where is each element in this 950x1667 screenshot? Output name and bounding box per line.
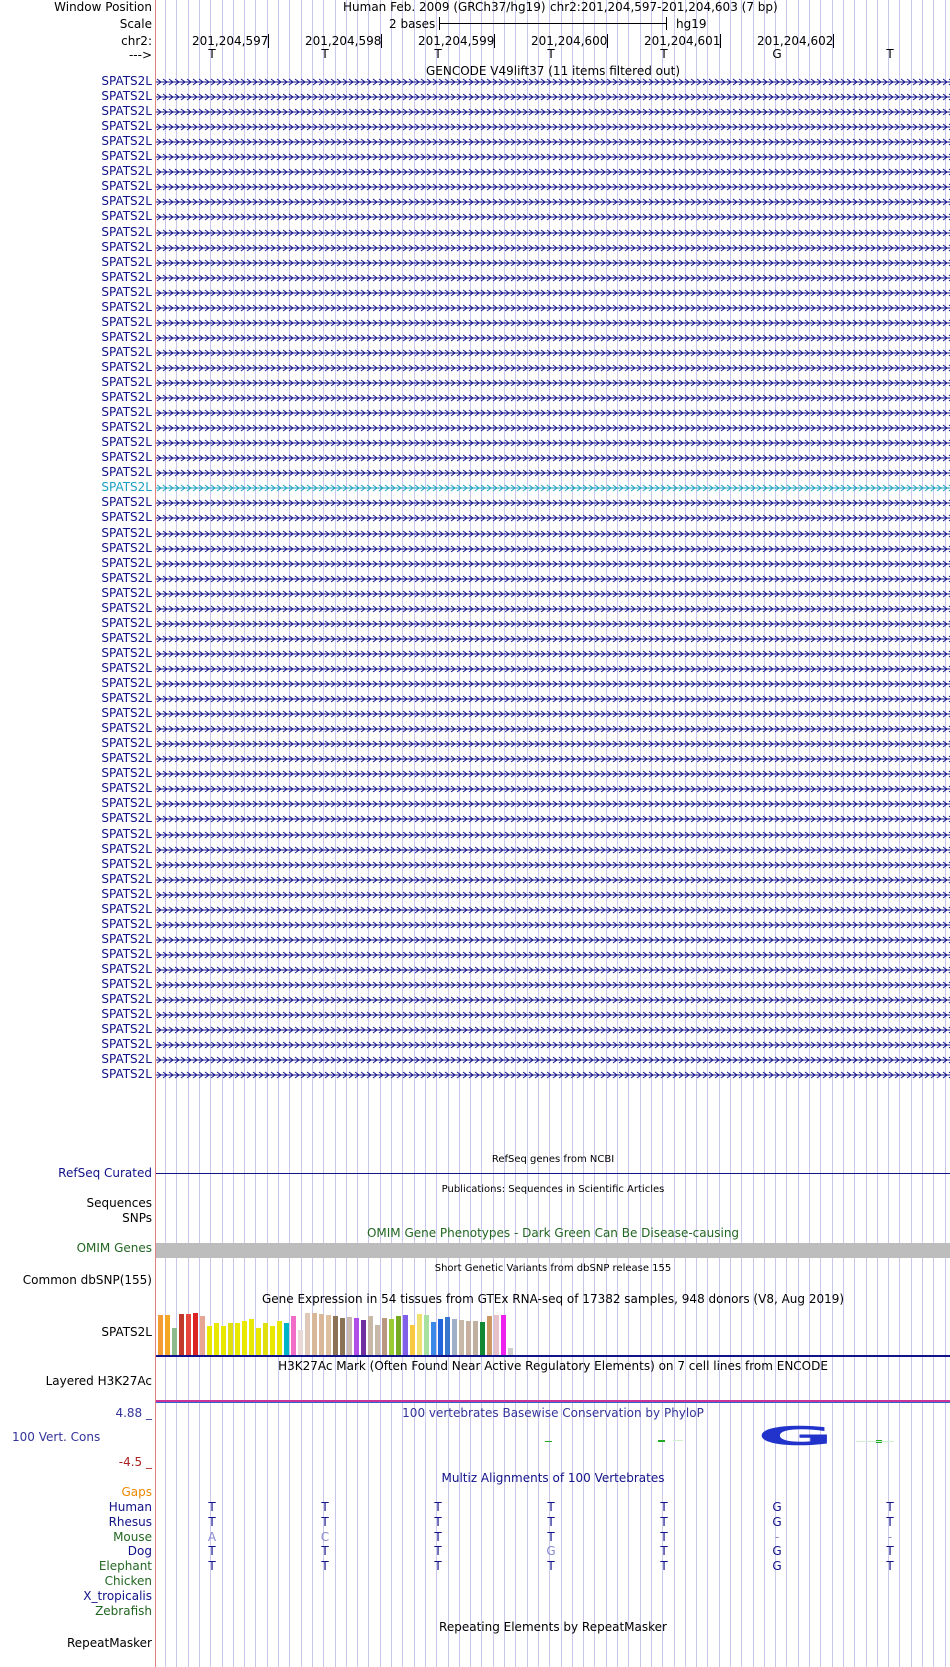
- gencode-gene-label[interactable]: SPATS2L: [101, 600, 152, 615]
- multiz-base: G: [772, 1559, 782, 1574]
- multiz-base: T: [886, 1500, 894, 1514]
- gtex-tissue-bar[interactable]: [361, 1320, 366, 1355]
- gencode-gene-label[interactable]: SPATS2L: [101, 104, 152, 119]
- gtex-tissue-bar[interactable]: [466, 1321, 471, 1355]
- refseq-curated-label[interactable]: RefSeq Curated: [58, 1166, 152, 1180]
- gencode-gene-label[interactable]: SPATS2L: [101, 901, 152, 916]
- gtex-tissue-bar[interactable]: [270, 1326, 275, 1355]
- gencode-transcript-intron[interactable]: [156, 424, 950, 432]
- gtex-tissue-bar[interactable]: [417, 1314, 422, 1355]
- gtex-tissue-bar[interactable]: [459, 1320, 464, 1355]
- gtex-tissue-bar[interactable]: [305, 1313, 310, 1355]
- gencode-gene-label[interactable]: SPATS2L: [101, 766, 152, 781]
- multiz-track-title: Multiz Alignments of 100 Vertebrates: [441, 1471, 665, 1485]
- gencode-gene-label[interactable]: SPATS2L: [101, 149, 152, 164]
- gtex-tissue-bar[interactable]: [375, 1325, 380, 1355]
- gtex-gene-label[interactable]: SPATS2L: [101, 1325, 152, 1339]
- gencode-gene-label[interactable]: SPATS2L: [101, 510, 152, 525]
- gencode-gene-label[interactable]: SPATS2L: [101, 540, 152, 555]
- gtex-tissue-bar[interactable]: [284, 1323, 289, 1355]
- gencode-transcript-intron[interactable]: [156, 800, 950, 808]
- gencode-gene-label[interactable]: SPATS2L: [101, 239, 152, 254]
- window-position-label: Window Position: [54, 0, 152, 14]
- gencode-transcript-intron[interactable]: [156, 1026, 950, 1034]
- multiz-species-label[interactable]: Chicken: [104, 1574, 152, 1588]
- gencode-transcript-intron[interactable]: [156, 861, 950, 869]
- gtex-baseline: [156, 1355, 950, 1357]
- gencode-gene-label[interactable]: SPATS2L: [101, 465, 152, 480]
- gencode-transcript-intron[interactable]: [156, 575, 950, 583]
- gencode-transcript-intron[interactable]: [156, 1011, 950, 1019]
- multiz-base: A: [207, 1529, 217, 1544]
- gencode-gene-label[interactable]: SPATS2L: [101, 992, 152, 1007]
- gencode-transcript-intron[interactable]: [156, 198, 950, 206]
- multiz-base: T: [660, 1529, 668, 1544]
- gtex-tissue-bar[interactable]: [431, 1322, 436, 1355]
- gencode-transcript-intron[interactable]: [156, 906, 950, 914]
- gtex-tissue-bar[interactable]: [228, 1323, 233, 1355]
- omim-feature-bar[interactable]: [156, 1243, 950, 1258]
- multiz-base: T: [886, 1559, 894, 1574]
- dbsnp-track-title: Short Genetic Variants from dbSNP release 155: [434, 1263, 672, 1274]
- phylop-mark-5: [658, 1440, 665, 1442]
- repeatmasker-track-title: Repeating Elements by RepeatMasker: [439, 1620, 667, 1634]
- gtex-tissue-bar[interactable]: [172, 1328, 177, 1355]
- gencode-transcript-intron[interactable]: [156, 289, 950, 297]
- gtex-tissue-bar[interactable]: [158, 1315, 163, 1355]
- gencode-transcript-intron[interactable]: [156, 138, 950, 146]
- gencode-gene-label[interactable]: SPATS2L: [101, 390, 152, 405]
- gtex-tissue-bar[interactable]: [473, 1321, 478, 1355]
- gencode-gene-label[interactable]: SPATS2L: [101, 841, 152, 856]
- refseq-track-title: RefSeq genes from NCBI: [491, 1154, 615, 1165]
- gtex-tissue-bar[interactable]: [396, 1316, 401, 1355]
- gencode-gene-label[interactable]: SPATS2L: [101, 691, 152, 706]
- gtex-tissue-bar[interactable]: [340, 1318, 345, 1355]
- gtex-tissue-bar[interactable]: [256, 1328, 261, 1355]
- gtex-bar-graph[interactable]: [156, 1307, 950, 1355]
- gtex-tissue-bar[interactable]: [347, 1317, 352, 1355]
- gencode-gene-label[interactable]: SPATS2L: [101, 1052, 152, 1067]
- multiz-species-label[interactable]: Mouse: [113, 1529, 152, 1544]
- ruler-position-label: 201,204,599: [418, 34, 495, 48]
- gencode-gene-label[interactable]: SPATS2L: [101, 931, 152, 946]
- gencode-gene-label[interactable]: SPATS2L: [101, 269, 152, 284]
- gtex-tissue-bar[interactable]: [193, 1313, 198, 1355]
- gtex-tissue-bar[interactable]: [165, 1315, 170, 1355]
- gencode-transcript-intron[interactable]: [156, 545, 950, 553]
- position-range: chr2:201,204,597-201,204,603 (7 bp): [550, 0, 778, 14]
- gencode-transcript-intron[interactable]: [156, 484, 950, 492]
- phylop-logo-g: G: [757, 1422, 834, 1452]
- multiz-base: T: [547, 1514, 555, 1529]
- ruler-position-label: 201,204,600: [531, 34, 608, 48]
- ruler-tick: [833, 34, 834, 48]
- phylop-min-label: -4.5 _: [118, 1455, 152, 1469]
- gtex-tissue-bar[interactable]: [200, 1316, 205, 1355]
- gtex-tissue-bar[interactable]: [480, 1322, 485, 1355]
- gencode-gene-label[interactable]: SPATS2L: [101, 450, 152, 465]
- gencode-gene-label[interactable]: SPATS2L: [101, 886, 152, 901]
- gencode-gene-label[interactable]: SPATS2L: [101, 375, 152, 389]
- gencode-gene-label[interactable]: SPATS2L: [101, 194, 152, 209]
- gencode-gene-label[interactable]: SPATS2L: [101, 1022, 152, 1037]
- gtex-tissue-bar[interactable]: [389, 1319, 394, 1355]
- reference-base: T: [547, 47, 555, 61]
- gencode-transcript-intron[interactable]: [156, 620, 950, 628]
- gencode-gene-label[interactable]: SPATS2L: [101, 585, 152, 600]
- gencode-transcript-intron[interactable]: [156, 469, 950, 477]
- gtex-tissue-bar[interactable]: [508, 1348, 513, 1355]
- multiz-base: C: [320, 1529, 330, 1544]
- gtex-tissue-bar[interactable]: [319, 1314, 324, 1355]
- multiz-base: T: [434, 1529, 442, 1544]
- gencode-gene-label[interactable]: SPATS2L: [101, 706, 152, 721]
- reference-base: T: [886, 47, 894, 61]
- gencode-transcript-intron[interactable]: [156, 951, 950, 959]
- gencode-gene-label[interactable]: SPATS2L: [101, 420, 152, 435]
- gencode-transcript-intron[interactable]: [156, 259, 950, 267]
- gencode-transcript-intron[interactable]: [156, 590, 950, 598]
- sequences-label[interactable]: Sequences: [86, 1196, 152, 1210]
- gencode-gene-label[interactable]: SPATS2L: [101, 736, 152, 751]
- gencode-gene-label[interactable]: SPATS2L: [101, 751, 152, 766]
- chrom-label: chr2:: [121, 34, 152, 48]
- gencode-transcript-intron[interactable]: [156, 1041, 950, 1049]
- multiz-base: T: [321, 1514, 329, 1529]
- gtex-tissue-bar[interactable]: [207, 1326, 212, 1355]
- phylop-mark-5b: [673, 1440, 683, 1441]
- gtex-tissue-bar[interactable]: [452, 1319, 457, 1355]
- multiz-base: T: [434, 1559, 442, 1574]
- gencode-gene-label[interactable]: SPATS2L: [101, 811, 152, 826]
- multiz-base: T: [434, 1544, 442, 1559]
- multiz-base: T: [434, 1514, 442, 1529]
- phylop-max-label: 4.88 _: [115, 1406, 152, 1420]
- gencode-transcript-intron[interactable]: [156, 78, 950, 86]
- ruler-position-label: 201,204,597: [192, 34, 269, 48]
- gencode-gene-label[interactable]: SPATS2L: [101, 314, 152, 329]
- gencode-gene-label[interactable]: SPATS2L: [101, 796, 152, 811]
- gencode-transcript-intron[interactable]: [156, 921, 950, 929]
- gtex-tissue-bar[interactable]: [368, 1316, 373, 1355]
- gencode-gene-label[interactable]: SPATS2L: [101, 359, 152, 374]
- assembly-name: Human Feb. 2009 (GRCh37/hg19): [343, 0, 546, 14]
- gencode-gene-label[interactable]: SPATS2L: [101, 164, 152, 179]
- gencode-transcript-intron[interactable]: [156, 966, 950, 974]
- gtex-tissue-bar[interactable]: [326, 1315, 331, 1355]
- multiz-species-label[interactable]: Zebrafish: [95, 1603, 152, 1618]
- gencode-transcript-intron[interactable]: [156, 770, 950, 778]
- gencode-transcript-intron[interactable]: [156, 514, 950, 522]
- gencode-gene-label[interactable]: SPATS2L: [101, 480, 152, 495]
- gencode-transcript-intron[interactable]: [156, 274, 950, 282]
- gencode-gene-label[interactable]: SPATS2L: [101, 555, 152, 570]
- gencode-gene-label[interactable]: SPATS2L: [101, 946, 152, 961]
- gencode-transcript-intron[interactable]: [156, 876, 950, 884]
- multiz-base: T: [547, 1559, 555, 1574]
- reference-base: T: [321, 47, 329, 61]
- multiz-base: G: [772, 1514, 782, 1529]
- gencode-gene-label[interactable]: SPATS2L: [101, 630, 152, 645]
- refseq-gene-line[interactable]: [156, 1173, 950, 1174]
- gaps-label: Gaps: [121, 1485, 152, 1499]
- gencode-transcript-intron[interactable]: [156, 153, 950, 161]
- gencode-transcript-intron[interactable]: [156, 454, 950, 462]
- multiz-base: G: [772, 1544, 782, 1559]
- reference-base: T: [434, 47, 442, 61]
- gencode-gene-label[interactable]: SPATS2L: [101, 299, 152, 314]
- gencode-transcript-intron[interactable]: [156, 891, 950, 899]
- gtex-tissue-bar[interactable]: [214, 1323, 219, 1355]
- gtex-tissue-bar[interactable]: [501, 1315, 506, 1355]
- gencode-gene-label[interactable]: SPATS2L: [101, 435, 152, 450]
- gencode-gene-label[interactable]: SPATS2L: [101, 74, 152, 88]
- gtex-tissue-bar[interactable]: [249, 1319, 254, 1355]
- snps-label[interactable]: SNPs: [122, 1211, 152, 1225]
- gencode-transcript-intron[interactable]: [156, 439, 950, 447]
- gencode-transcript-intron[interactable]: [156, 364, 950, 372]
- gencode-transcript-intron[interactable]: [156, 379, 950, 387]
- multiz-base: T: [321, 1559, 329, 1574]
- gencode-transcript-intron[interactable]: [156, 93, 950, 101]
- gencode-gene-label[interactable]: SPATS2L: [101, 961, 152, 976]
- phylop-track-title: 100 vertebrates Basewise Conservation by PhyloP: [402, 1406, 704, 1420]
- layered-h3k27ac-label[interactable]: Layered H3K27Ac: [45, 1374, 152, 1388]
- gencode-gene-label[interactable]: SPATS2L: [101, 856, 152, 871]
- reference-base: T: [660, 47, 668, 61]
- omim-track-title: OMIM Gene Phenotypes - Dark Green Can Be Disease-causing: [366, 1226, 740, 1240]
- gencode-transcript-intron[interactable]: [156, 996, 950, 1004]
- multiz-base: T: [208, 1500, 216, 1514]
- multiz-species-label[interactable]: Dog: [127, 1544, 152, 1559]
- gencode-transcript-intron[interactable]: [156, 229, 950, 237]
- db-name: hg19: [676, 17, 707, 31]
- 100-vert-cons-label[interactable]: 100 Vert. Cons: [12, 1430, 101, 1444]
- gencode-transcript-intron[interactable]: [156, 244, 950, 252]
- multiz-base: T: [660, 1500, 668, 1514]
- multiz-base: T: [321, 1544, 329, 1559]
- scale-bar-right-end: [666, 17, 667, 30]
- gencode-transcript-intron[interactable]: [156, 605, 950, 613]
- multiz-base: T: [208, 1559, 216, 1574]
- gencode-gene-label[interactable]: SPATS2L: [101, 916, 152, 931]
- scale-bar: [439, 23, 667, 24]
- gtex-tissue-bar[interactable]: [277, 1321, 282, 1355]
- multiz-base: T: [434, 1500, 442, 1514]
- multiz-base: T: [886, 1544, 894, 1559]
- gtex-tissue-bar[interactable]: [291, 1316, 296, 1355]
- reference-base: T: [208, 47, 216, 61]
- ruler-tick: [720, 34, 721, 48]
- multiz-base: G: [772, 1500, 782, 1514]
- gtex-tissue-bar[interactable]: [333, 1316, 338, 1355]
- ruler-position-label: 201,204,602: [757, 34, 834, 48]
- gencode-transcript-intron[interactable]: [156, 650, 950, 658]
- multiz-base: T: [208, 1544, 216, 1559]
- gencode-gene-label[interactable]: SPATS2L: [101, 284, 152, 299]
- gtex-tissue-bar[interactable]: [403, 1315, 408, 1355]
- gencode-transcript-intron[interactable]: [156, 1071, 950, 1079]
- ruler-tick: [268, 34, 269, 48]
- common-dbsnp-label[interactable]: Common dbSNP(155): [22, 1273, 152, 1287]
- multiz-base: T: [886, 1514, 894, 1529]
- gencode-transcript-intron[interactable]: [156, 304, 950, 312]
- gencode-transcript-intron[interactable]: [156, 785, 950, 793]
- scale-bases-text: 2 bases: [389, 17, 436, 31]
- omim-genes-label[interactable]: OMIM Genes: [76, 1241, 152, 1255]
- gencode-transcript-intron[interactable]: [156, 725, 950, 733]
- gencode-transcript-intron[interactable]: [156, 560, 950, 568]
- ruler-tick: [494, 34, 495, 48]
- ruler-position-label: 201,204,598: [305, 34, 382, 48]
- gtex-tissue-bar[interactable]: [410, 1325, 415, 1355]
- gencode-transcript-intron[interactable]: [156, 831, 950, 839]
- ruler-position-label: 201,204,601: [644, 34, 721, 48]
- gtex-tissue-bar[interactable]: [382, 1318, 387, 1355]
- gencode-transcript-intron[interactable]: [156, 334, 950, 342]
- gencode-gene-label[interactable]: SPATS2L: [101, 977, 152, 991]
- multiz-base: T: [660, 1559, 668, 1574]
- gencode-transcript-intron[interactable]: [156, 499, 950, 507]
- gtex-tissue-bar[interactable]: [487, 1316, 492, 1355]
- multiz-base: -: [774, 1529, 780, 1544]
- h3k27ac-track-title: H3K27Ac Mark (Often Found Near Active Regulatory Elements) on 7 cell lines from ENCODE: [278, 1359, 828, 1373]
- scale-label: Scale: [119, 17, 152, 31]
- gencode-gene-label[interactable]: SPATS2L: [101, 826, 152, 841]
- gtex-tissue-bar[interactable]: [221, 1326, 226, 1355]
- gencode-gene-label[interactable]: SPATS2L: [101, 224, 152, 239]
- gencode-transcript-intron[interactable]: [156, 740, 950, 748]
- gencode-gene-label[interactable]: SPATS2L: [101, 329, 152, 344]
- phylop-mark-4: [545, 1441, 552, 1442]
- gtex-tissue-bar[interactable]: [354, 1318, 359, 1355]
- gencode-transcript-intron[interactable]: [156, 409, 950, 417]
- gtex-tissue-bar[interactable]: [186, 1314, 191, 1355]
- gencode-transcript-intron[interactable]: [156, 108, 950, 116]
- gtex-tissue-bar[interactable]: [242, 1321, 247, 1355]
- gencode-gene-label[interactable]: SPATS2L: [101, 254, 152, 269]
- multiz-base: T: [321, 1500, 329, 1514]
- gencode-gene-label[interactable]: SPATS2L: [101, 676, 152, 690]
- ruler-tick: [607, 34, 608, 48]
- gtex-tissue-bar[interactable]: [263, 1323, 268, 1355]
- gtex-tissue-bar[interactable]: [235, 1323, 240, 1355]
- gencode-transcript-intron[interactable]: [156, 710, 950, 718]
- reference-base: G: [772, 47, 782, 61]
- gencode-transcript-intron[interactable]: [156, 695, 950, 703]
- gencode-gene-label[interactable]: SPATS2L: [101, 1037, 152, 1052]
- h3k27ac-signal-line-2: [156, 1402, 950, 1403]
- gtex-tissue-bar[interactable]: [179, 1314, 184, 1355]
- gencode-gene-label[interactable]: SPATS2L: [101, 570, 152, 585]
- gencode-gene-label[interactable]: SPATS2L: [101, 645, 152, 660]
- gencode-gene-label[interactable]: SPATS2L: [101, 721, 152, 736]
- multiz-base: T: [547, 1500, 555, 1514]
- gtex-tissue-bar[interactable]: [312, 1313, 317, 1355]
- gencode-transcript-intron[interactable]: [156, 183, 950, 191]
- gencode-gene-label[interactable]: SPATS2L: [101, 495, 152, 510]
- gencode-gene-label[interactable]: SPATS2L: [101, 615, 152, 630]
- gencode-gene-label[interactable]: SPATS2L: [101, 525, 152, 540]
- gencode-transcript-intron[interactable]: [156, 123, 950, 131]
- multiz-base: T: [660, 1544, 668, 1559]
- multiz-base: T: [547, 1529, 555, 1544]
- gencode-transcript-intron[interactable]: [156, 680, 950, 688]
- gencode-transcript-intron[interactable]: [156, 1056, 950, 1064]
- multiz-species-label[interactable]: Human: [108, 1500, 152, 1514]
- gencode-transcript-intron[interactable]: [156, 981, 950, 989]
- gtex-tissue-bar[interactable]: [494, 1315, 499, 1355]
- gencode-gene-label[interactable]: SPATS2L: [101, 781, 152, 796]
- multiz-base: -: [887, 1529, 893, 1544]
- gencode-transcript-intron[interactable]: [156, 665, 950, 673]
- gencode-transcript-intron[interactable]: [156, 815, 950, 823]
- publications-track-title: Publications: Sequences in Scientific Articles: [441, 1184, 665, 1195]
- track-label-strip: [0, 0, 156, 1667]
- gencode-gene-label[interactable]: SPATS2L: [101, 134, 152, 149]
- gtex-tissue-bar[interactable]: [424, 1315, 429, 1355]
- gencode-gene-label[interactable]: SPATS2L: [101, 89, 152, 104]
- gencode-gene-label[interactable]: SPATS2L: [101, 344, 152, 359]
- gencode-track-title: GENCODE V49lift37 (11 items filtered out): [425, 64, 680, 78]
- gencode-transcript-intron[interactable]: [156, 846, 950, 854]
- gencode-transcript-intron[interactable]: [156, 635, 950, 643]
- gencode-gene-label[interactable]: SPATS2L: [101, 1007, 152, 1022]
- gencode-transcript-intron[interactable]: [156, 319, 950, 327]
- multiz-species-label[interactable]: Rhesus: [108, 1514, 152, 1529]
- gencode-gene-label[interactable]: SPATS2L: [101, 1067, 152, 1082]
- gencode-gene-label[interactable]: SPATS2L: [101, 179, 152, 194]
- repeatmasker-label[interactable]: RepeatMasker: [66, 1636, 152, 1650]
- gencode-transcript-intron[interactable]: [156, 936, 950, 944]
- multiz-base: T: [660, 1514, 668, 1529]
- gtex-tissue-bar[interactable]: [298, 1330, 303, 1355]
- track-area[interactable]: [156, 0, 950, 1667]
- gencode-transcript-intron[interactable]: [156, 349, 950, 357]
- multiz-base: T: [208, 1514, 216, 1529]
- multiz-species-label[interactable]: X_tropicalis: [83, 1588, 152, 1603]
- gencode-gene-label[interactable]: SPATS2L: [101, 660, 152, 675]
- multiz-base: G: [546, 1544, 556, 1559]
- gtex-tissue-bar[interactable]: [445, 1317, 450, 1355]
- gencode-gene-label[interactable]: SPATS2L: [101, 209, 152, 224]
- gencode-gene-label[interactable]: SPATS2L: [101, 405, 152, 420]
- gtex-track-title: Gene Expression in 54 tissues from GTEx RNA-seq of 17382 samples, 948 donors (V8, Aug 2019): [261, 1292, 845, 1306]
- ruler-tick: [381, 34, 382, 48]
- gencode-transcript-intron[interactable]: [156, 213, 950, 221]
- gencode-transcript-intron[interactable]: [156, 755, 950, 763]
- gencode-gene-label[interactable]: SPATS2L: [101, 119, 152, 134]
- gencode-gene-label[interactable]: SPATS2L: [101, 871, 152, 886]
- gencode-transcript-intron[interactable]: [156, 394, 950, 402]
- gencode-transcript-intron[interactable]: [156, 530, 950, 538]
- gencode-transcript-intron[interactable]: [156, 168, 950, 176]
- strand-label: --->: [128, 48, 152, 62]
- multiz-species-label[interactable]: Elephant: [98, 1559, 152, 1574]
- gtex-tissue-bar[interactable]: [438, 1319, 443, 1355]
